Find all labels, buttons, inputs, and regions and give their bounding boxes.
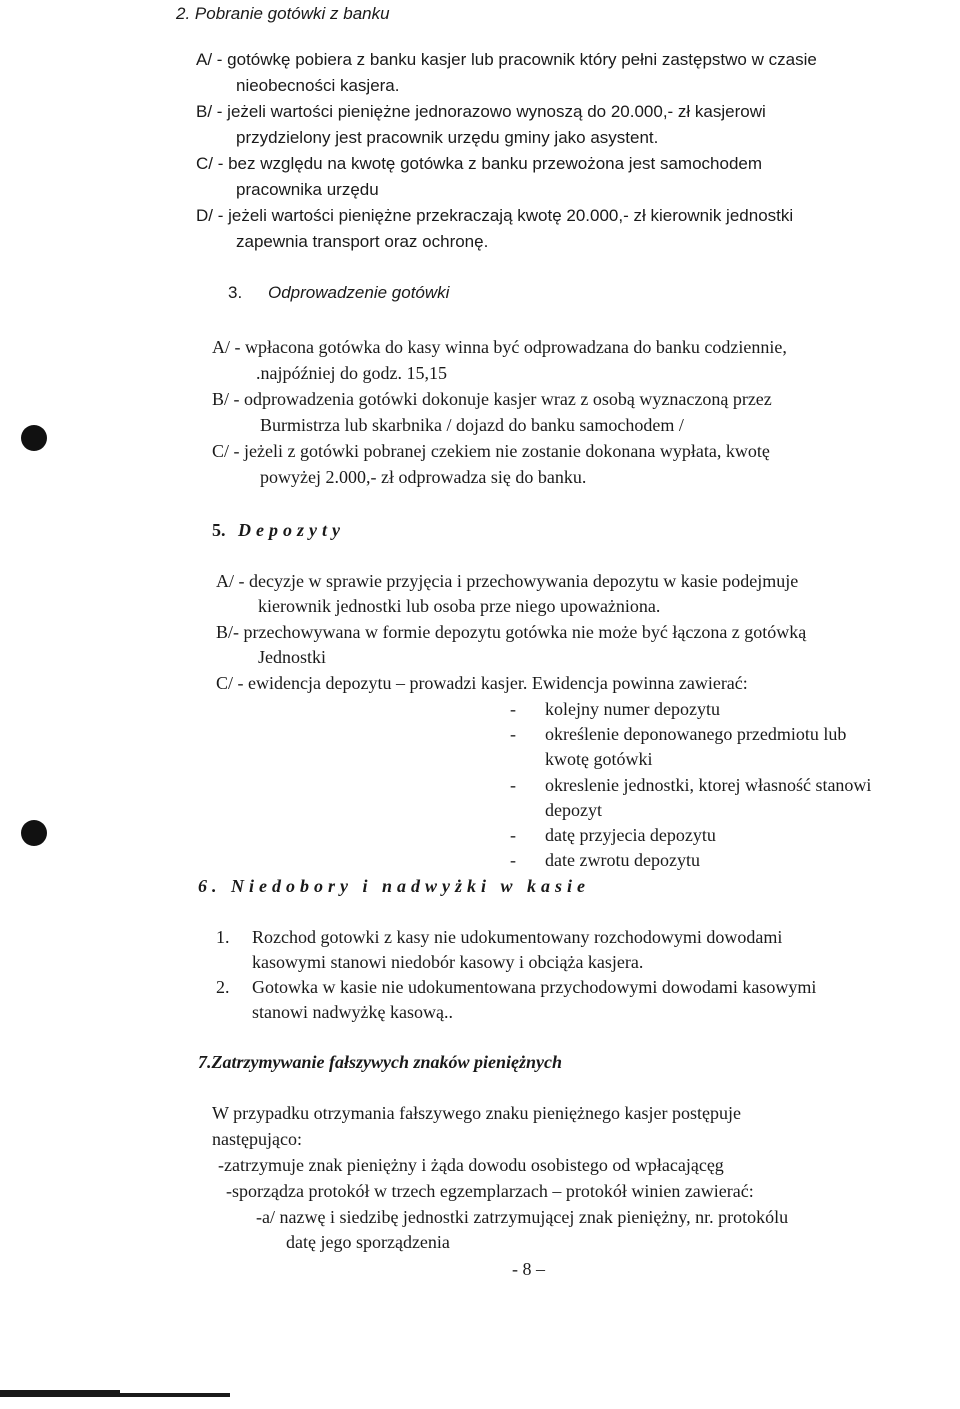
sec3-b-line1: B/ - odprowadzenia gotówki dokonuje kasjer wraz z osobą wyznaczoną przez	[212, 389, 772, 409]
sec7-line4: -sporządza protokół w trzech egzemplarzach – protokół winien zawierać:	[226, 1181, 754, 1201]
section-2-title: 2. Pobranie gotówki z banku	[176, 4, 390, 23]
sec3-c-line1: C/ - jeżeli z gotówki pobranej czekiem nie zostanie dokonana wypłata, kwotę	[212, 441, 770, 461]
scan-edge-line	[0, 1393, 230, 1397]
section-5-number: 5.	[212, 520, 226, 540]
sec2-d-line1: D/ - jeżeli wartości pieniężne przekraczają kwotę 20.000,- zł kierownik jednostki	[196, 206, 794, 225]
sec7-line1: W przypadku otrzymania fałszywego znaku pieniężnego kasjer postępuje	[212, 1103, 741, 1123]
sec3-a-line1: A/ - wpłacona gotówka do kasy winna być odprowadzana do banku codziennie,	[212, 337, 787, 357]
list-item: określenie deponowanego przedmiotu lub	[545, 724, 847, 744]
sec6-item2-line2: stanowi nadwyżkę kasową..	[252, 1002, 453, 1022]
section-7-title: 7.Zatrzymywanie fałszywych znaków pieniężnych	[198, 1052, 562, 1072]
sec5-b-line2: Jednostki	[258, 647, 327, 667]
list-item: kolejny numer depozytu	[545, 699, 720, 719]
page-number: - 8 –	[512, 1259, 545, 1279]
list-item: kwotę gotówki	[545, 749, 653, 769]
sec3-b-line2: Burmistrza lub skarbnika / dojazd do banku samochodem /	[260, 415, 684, 435]
sec5-a-line2: kierownik jednostki lub osoba prze niego upoważniona.	[258, 596, 661, 616]
sec7-line2: następująco:	[212, 1129, 302, 1149]
section-5-title: Depozyty	[238, 520, 345, 540]
scan-edge-line	[0, 1390, 120, 1393]
sec2-a-line2: nieobecności kasjera.	[236, 76, 400, 95]
section-6-title: 6. Niedobory i nadwyżki w kasie	[198, 876, 590, 896]
sec3-a-line2: .najpóźniej do godz. 15,15	[256, 363, 447, 383]
list-item: datę przyjecia depozytu	[545, 825, 716, 845]
section-3-title: Odprowadzenie gotówki	[268, 283, 450, 302]
list-dash: -	[510, 850, 516, 870]
sec6-item1-number: 1.	[216, 927, 230, 947]
sec6-item1-line1: Rozchod gotowki z kasy nie udokumentowany rozchodowymi dowodami	[252, 927, 783, 947]
list-dash: -	[510, 699, 516, 719]
sec5-c-line1: C/ - ewidencja depozytu – prowadzi kasjer. Ewidencja powinna zawierać:	[216, 673, 748, 693]
list-dash: -	[510, 724, 516, 744]
punch-hole	[21, 820, 47, 846]
sec7-line5: -a/ nazwę i siedzibę jednostki zatrzymującej znak pieniężny, nr. protokólu	[256, 1207, 789, 1227]
list-item: depozyt	[545, 800, 602, 820]
list-dash: -	[510, 825, 516, 845]
punch-hole	[21, 425, 47, 451]
sec7-line3: -zatrzymuje znak pieniężny i żąda dowodu osobistego od wpłacającęg	[218, 1155, 724, 1175]
list-dash: -	[510, 775, 516, 795]
sec6-item2-line1: Gotowka w kasie nie udokumentowana przychodowymi dowodami kasowymi	[252, 977, 817, 997]
sec5-a-line1: A/ - decyzje w sprawie przyjęcia i przechowywania depozytu w kasie podejmuje	[216, 571, 799, 591]
sec2-b-line1: B/ - jeżeli wartości pieniężne jednorazowo wynoszą do 20.000,- zł kasjerowi	[196, 102, 766, 121]
sec7-line6: datę jego sporządzenia	[286, 1232, 450, 1252]
sec2-c-line1: C/ - bez względu na kwotę gotówka z banku przewożona jest samochodem	[196, 154, 763, 173]
list-item: date zwrotu depozytu	[545, 850, 700, 870]
list-item: okreslenie jednostki, ktorej własność stanowi	[545, 775, 872, 795]
sec5-b-line1: B/- przechowywana w formie depozytu gotówka nie może być łączona z gotówką	[216, 622, 807, 642]
sec3-c-line2: powyżej 2.000,- zł odprowadza się do banku.	[260, 467, 587, 487]
section-3-number: 3.	[228, 283, 243, 302]
sec2-d-line2: zapewnia transport oraz ochronę.	[236, 232, 489, 251]
sec2-b-line2: przydzielony jest pracownik urzędu gminy jako asystent.	[236, 128, 659, 147]
sec6-item1-line2: kasowymi stanowi niedobór kasowy i obciąża kasjera.	[252, 952, 644, 972]
sec2-a-line1: A/ - gotówkę pobiera z banku kasjer lub pracownik który pełni zastępstwo w czasie	[196, 50, 817, 69]
sec2-c-line2: pracownika urzędu	[236, 180, 379, 199]
sec6-item2-number: 2.	[216, 977, 230, 997]
